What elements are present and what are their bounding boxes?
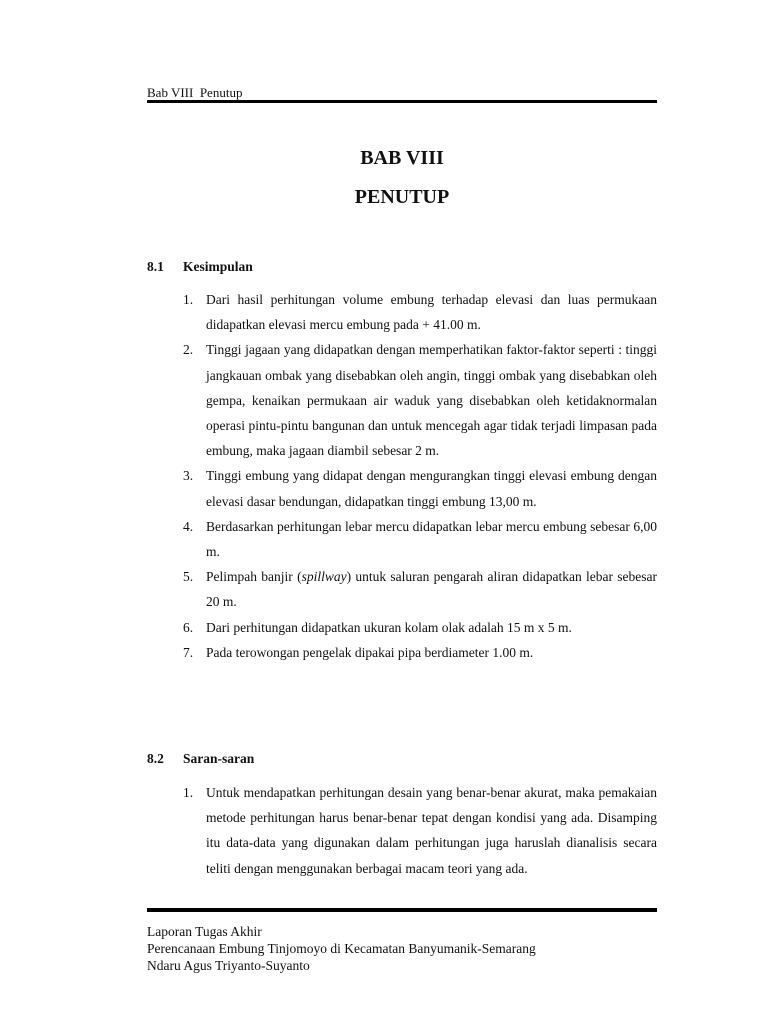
item-text: Pada terowongan pengelak dipakai pipa berdiameter 1.00 m. bbox=[206, 644, 534, 660]
item-text: Berdasarkan perhitungan lebar mercu didapatkan lebar mercu embung sebesar 6,00 m. bbox=[206, 518, 657, 560]
footer-line-2: Perencanaan Embung Tinjomoyo di Kecamatan Banyumanik-Semarang bbox=[147, 941, 536, 956]
item-italic-term: spillway bbox=[301, 569, 347, 585]
footer bbox=[147, 923, 536, 974]
conclusion-list bbox=[183, 287, 657, 665]
item-text: Pelimpah banjir ( bbox=[206, 569, 302, 585]
section-number: 8.2 bbox=[147, 751, 164, 766]
item-number: 1. bbox=[183, 292, 194, 307]
section-number: 8.1 bbox=[147, 259, 164, 274]
item-text: Tinggi jagaan yang didapatkan dengan memperhatikan faktor-faktor seperti : tinggi jangkauan ombak yang disebabkan oleh angin, tinggi ombak yang disebabkan oleh gempa, kenaikan permukaan air waduk yang disebabkan oleh ketidaknormalan operasi pintu-pintu bangunan dan untuk mencegah agar tidak terjadi limpasan pada embung, maka jagaan diambil sebesar 2 m. bbox=[206, 342, 657, 459]
item-text: Untuk mendapatkan perhitungan desain yang benar-benar akurat, maka pemakaian metode perhitungan harus benar-benar tepat dengan kondisi yang ada. Disamping itu data-data yang digunakan dalam perhitungan juga haruslah dianalisis secara teliti dengan menggunakan berbagai macam teori yang ada. bbox=[206, 785, 657, 876]
item-text: Dari perhitungan didapatkan ukuran kolam olak adalah 15 m x 5 m. bbox=[206, 619, 572, 635]
list-item bbox=[183, 640, 657, 665]
footer-line-3: Ndaru Agus Triyanto-Suyanto bbox=[147, 958, 310, 973]
item-number: 6. bbox=[183, 619, 194, 635]
footer-rule bbox=[147, 908, 657, 912]
item-number: 5. bbox=[183, 569, 194, 585]
footer-line-1: Laporan Tugas Akhir bbox=[147, 924, 262, 939]
chapter-number: BAB VIII bbox=[360, 147, 444, 169]
item-number: 3. bbox=[183, 468, 194, 484]
list-item bbox=[183, 564, 657, 614]
list-item bbox=[183, 780, 657, 881]
section-title: Kesimpulan bbox=[183, 259, 253, 274]
suggestion-list bbox=[183, 780, 657, 881]
item-text: Tinggi embung yang didapat dengan mengurangkan tinggi elevasi embung dengan elevasi dasar bendungan, didapatkan tinggi embung 13,00 m. bbox=[206, 468, 657, 509]
item-number: 7. bbox=[183, 644, 194, 660]
item-text: ) untuk saluran pengarah aliran didapatkan lebar sebesar 20 m. bbox=[206, 569, 657, 610]
item-number: 2. bbox=[183, 342, 194, 358]
list-item bbox=[183, 463, 657, 513]
chapter-title: PENUTUP bbox=[354, 186, 450, 208]
item-number: 4. bbox=[183, 518, 194, 534]
item-number: 1. bbox=[183, 785, 194, 800]
list-item bbox=[183, 514, 657, 564]
running-header: Bab VIII Penutup bbox=[147, 85, 243, 100]
list-item bbox=[183, 337, 657, 463]
list-item bbox=[183, 287, 657, 337]
item-text: Dari hasil perhitungan volume embung terhadap elevasi dan luas permukaan didapatkan elevasi mercu embung pada + 41.00 m. bbox=[206, 292, 657, 333]
list-item bbox=[183, 615, 657, 640]
section-title: Saran-saran bbox=[183, 751, 255, 766]
header-rule bbox=[147, 100, 657, 103]
